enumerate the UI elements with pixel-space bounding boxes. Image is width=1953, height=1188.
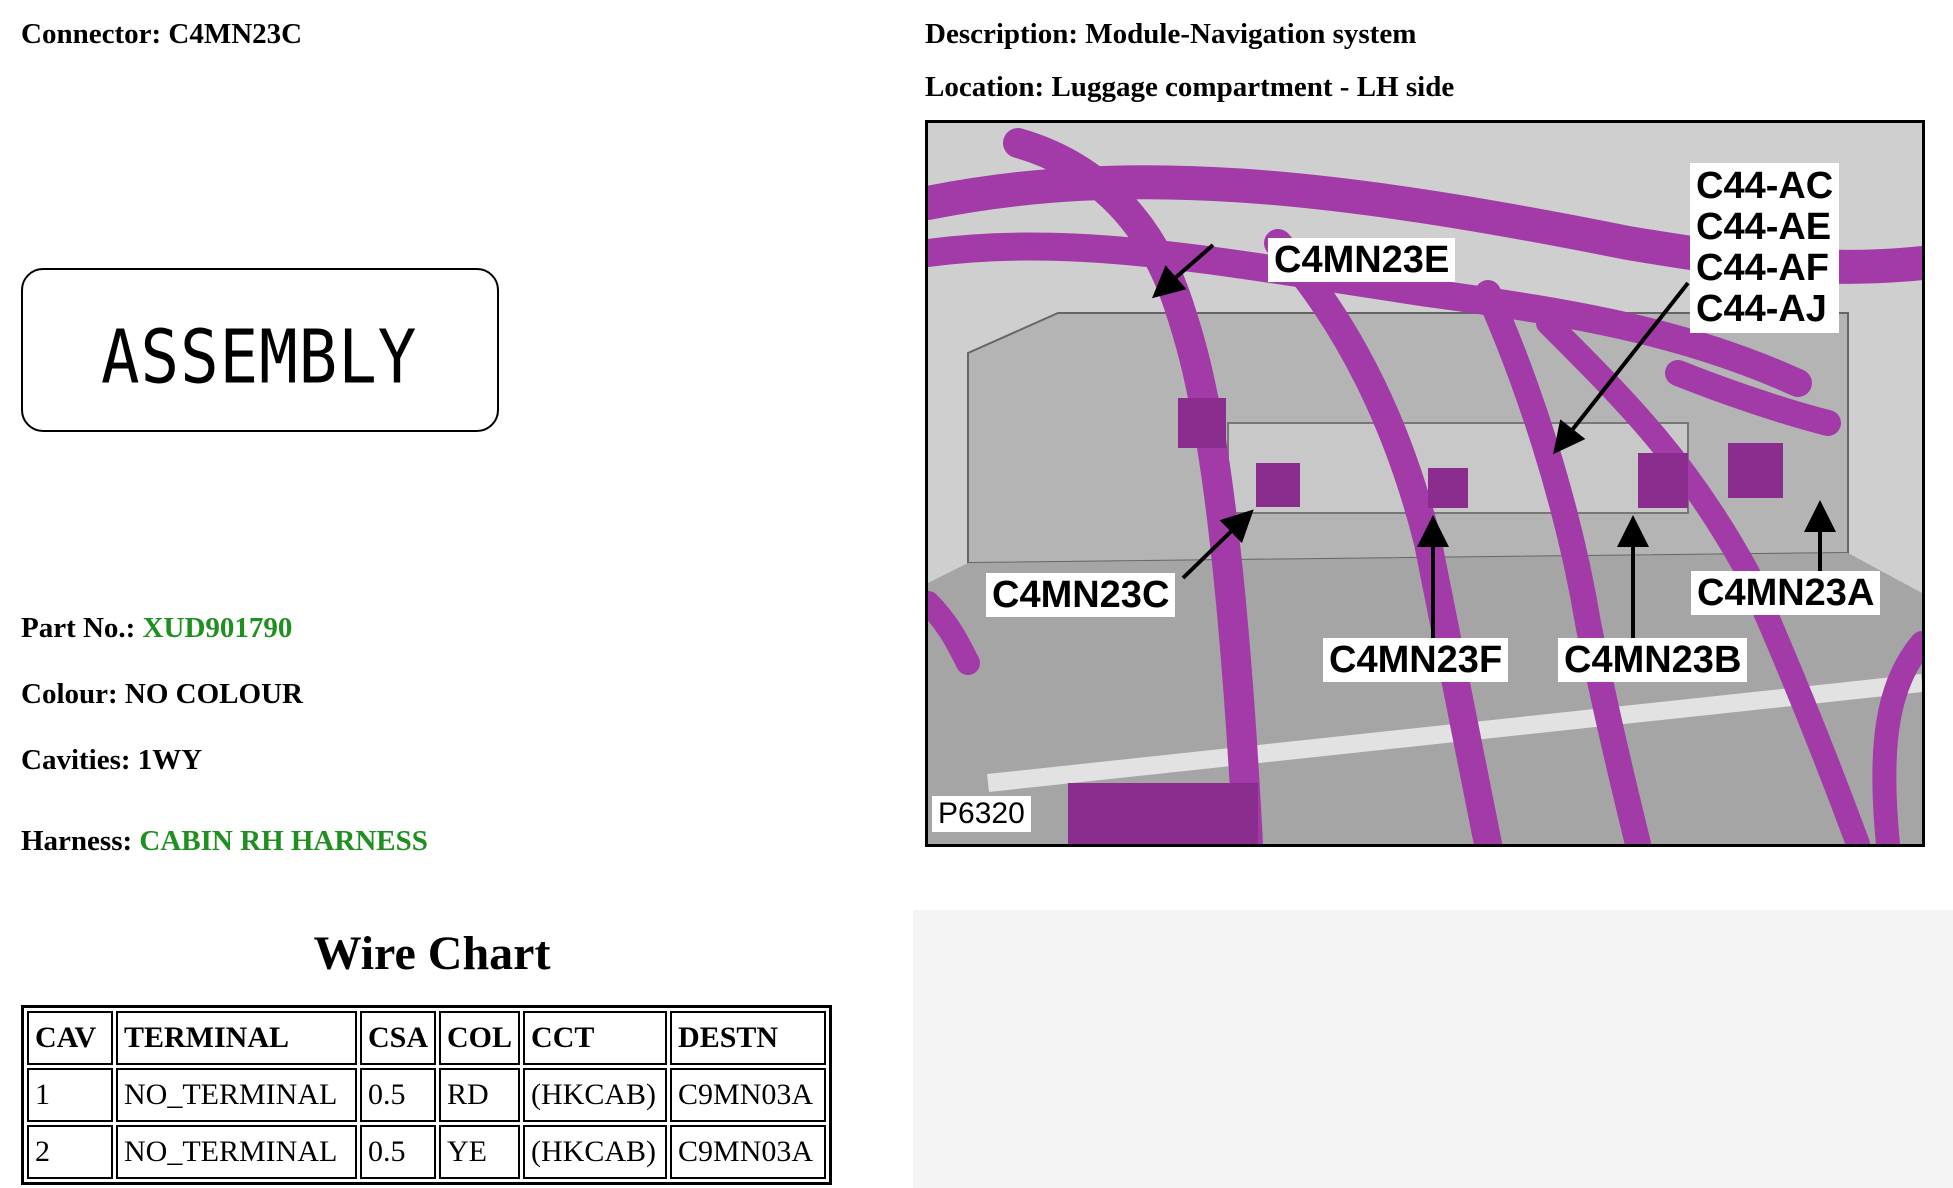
- description-value: Module-Navigation system: [1085, 18, 1417, 50]
- colour-value: NO COLOUR: [124, 678, 303, 710]
- description-line: [925, 20, 1416, 49]
- label-c44-ae: C44-AE: [1696, 206, 1832, 249]
- description-label: Description:: [925, 18, 1079, 50]
- connector-c4mn23f-shape: [1428, 468, 1468, 508]
- cavities-line: [21, 746, 202, 775]
- cavities-label: Cavities:: [21, 744, 131, 776]
- part-no-link[interactable]: XUD901790: [142, 612, 293, 644]
- location-line: [925, 73, 1454, 102]
- connector-c4mn23a-shape: [1728, 443, 1783, 498]
- cell-destn: C9MN03A: [670, 1125, 826, 1179]
- table-row: [27, 1068, 826, 1122]
- header-terminal: TERMINAL: [116, 1011, 357, 1065]
- header-csa: CSA: [360, 1011, 436, 1065]
- cell-cav: 1: [27, 1068, 113, 1122]
- assembly-box: [21, 268, 499, 432]
- label-c44-ac: C44-AC: [1696, 165, 1834, 207]
- cell-col: YE: [439, 1125, 520, 1179]
- connector-c4mn23e-shape: [1178, 398, 1226, 448]
- location-label: Location:: [925, 71, 1045, 103]
- header-col: COL: [439, 1011, 520, 1065]
- label-c4mn23b: C4MN23B: [1558, 638, 1747, 682]
- part-no-line: [21, 614, 292, 643]
- table-header-row: [27, 1011, 826, 1065]
- harness-link[interactable]: CABIN RH HARNESS: [139, 825, 428, 857]
- connector-foreground-shape: [1068, 783, 1258, 844]
- cell-csa: 0.5: [360, 1068, 436, 1122]
- header-cav: CAV: [27, 1011, 113, 1065]
- connector-line: [21, 20, 302, 49]
- connector-c4mn23b-shape: [1638, 453, 1688, 508]
- label-c4mn23e: C4MN23E: [1268, 238, 1455, 282]
- header-cct: CCT: [523, 1011, 667, 1065]
- colour-line: [21, 680, 303, 709]
- label-c4mn23c: C4MN23C: [986, 573, 1175, 617]
- header-destn: DESTN: [670, 1011, 826, 1065]
- cell-terminal: NO_TERMINAL: [116, 1068, 357, 1122]
- cell-terminal: NO_TERMINAL: [116, 1125, 357, 1179]
- label-c44-af: C44-AF: [1696, 247, 1830, 290]
- wire-chart-table: [21, 1005, 832, 1185]
- table-row: [27, 1125, 826, 1179]
- empty-panel: [913, 910, 1953, 1188]
- cell-cct: (HKCAB): [523, 1125, 667, 1179]
- harness-line: [21, 827, 428, 856]
- label-c44-aj: C44-AJ: [1696, 288, 1827, 331]
- harness-label: Harness:: [21, 825, 133, 857]
- cell-col: RD: [439, 1068, 520, 1122]
- connector-c4mn23c-shape: [1256, 463, 1300, 507]
- label-c44-group: [1690, 163, 1839, 333]
- location-value: Luggage compartment - LH side: [1051, 71, 1455, 103]
- part-no-label: Part No.:: [21, 612, 136, 644]
- location-photo: [925, 120, 1925, 847]
- cell-csa: 0.5: [360, 1125, 436, 1179]
- colour-label: Colour:: [21, 678, 118, 710]
- label-c4mn23f: C4MN23F: [1323, 638, 1508, 682]
- label-photo-ref: P6320: [932, 796, 1031, 832]
- cavities-value: 1WY: [137, 744, 203, 776]
- connector-label: Connector:: [21, 18, 162, 50]
- connector-value: C4MN23C: [168, 18, 303, 50]
- cell-cct: (HKCAB): [523, 1068, 667, 1122]
- wire-chart-title: Wire Chart: [313, 927, 551, 980]
- assembly-text: ASSEMBLY: [101, 316, 418, 402]
- cell-cav: 2: [27, 1125, 113, 1179]
- cell-destn: C9MN03A: [670, 1068, 826, 1122]
- label-c4mn23a: C4MN23A: [1691, 571, 1880, 615]
